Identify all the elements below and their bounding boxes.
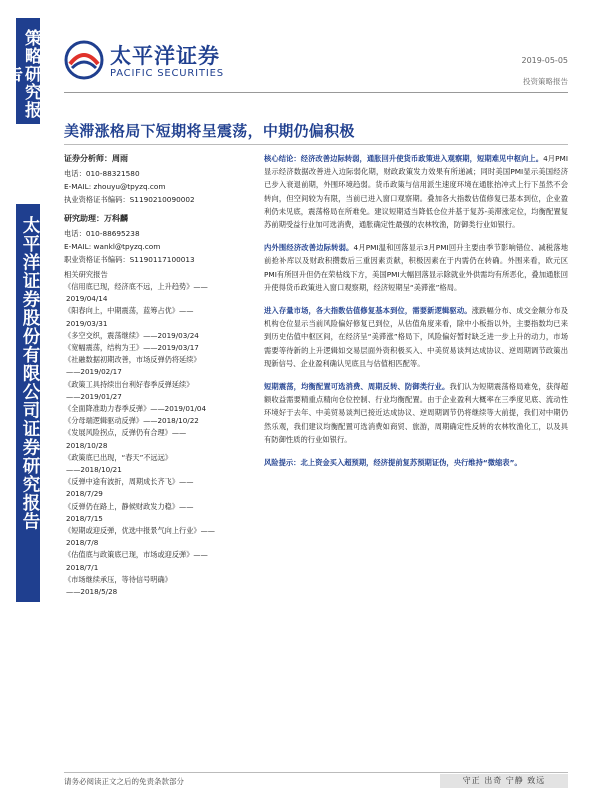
paragraph-lead: 风险提示：北上资金买入超预期，经济提前复苏预期证伪，央行维持“微缩表”。: [264, 458, 522, 468]
related-report-date: 2018/7/1: [66, 562, 99, 572]
assistant-phone: 电话：010-88695238: [64, 229, 140, 238]
related-report-title: 《信用底已现，经济底不远，上升趋势》——: [64, 282, 208, 291]
related-report-title: 《反弹中途有波折，周期成长齐飞》——: [64, 477, 194, 487]
paragraph-body: 涨跌幅分布、成交金额分布及机构仓位显示当前风险偏好修复已到位，从估值角度来看，除中小板指以外，主要指数均已来到历史估值中枢区间，在经济呈“美滞涨”格局下，风险偏好暂时缺乏进一步上升的动力，市场需要等待新的上升逻辑如交易层面外资积极买入、中美贸易谈判达成协议、逆周期调节政策出现新信号、企业盈利确认见底且与估值相匹配等。: [264, 306, 569, 368]
title-divider: [64, 144, 568, 145]
report-category-label: 策略研究报告: [2, 29, 41, 119]
related-report-date: ——2018/5/28: [66, 587, 118, 597]
related-report-date: ——2018/10/21: [66, 465, 122, 475]
related-reports-list: [64, 281, 260, 598]
summary-paragraphs: [264, 152, 568, 469]
paragraph-lead: 短期震荡，均衡配置可选消费、周期反转、防御类行业。: [264, 382, 450, 392]
paragraph-lead: 内外围经济改善边际转弱。: [264, 243, 354, 253]
summary-paragraph: [264, 380, 568, 446]
author-column: [64, 152, 260, 598]
related-report-title: 《宽幅震荡，结构为王》——2019/03/17: [64, 343, 199, 353]
summary-paragraph: [264, 152, 568, 231]
report-type: 投资策略报告: [523, 77, 568, 86]
related-report-title: 《阳春向上，中期震荡，蓝筹占优》——: [64, 306, 194, 316]
related-report-title: 《分母端逻辑驱动反弹》——2018/10/22: [64, 416, 199, 426]
related-report-date: 2019/03/31: [66, 318, 108, 328]
summary-paragraph: [264, 456, 568, 469]
related-report-title: 《反弹仍在路上，静候财政发力稳》——: [64, 501, 194, 511]
summary-column: [264, 152, 568, 479]
header-divider: [64, 92, 568, 93]
related-report-date: ——2019/02/17: [66, 367, 122, 377]
related-reports-title: 相关研究报告: [64, 270, 108, 279]
related-report-title: 《多空交织，震荡继续》——2019/03/24: [64, 330, 199, 340]
paragraph-lead: 核心结论：经济改善边际转弱，通胀回升使货币政策进入观察期，短期难见中枢向上。: [264, 154, 544, 163]
paragraph-body: 我们认为短期震荡格局难免，获得超额收益需要精重点精向仓位控制、行业均衡配置。由于企业盈利大概率在三季度见底、流动性环境好于去年、中美贸易谈判已接近达成协议、逆周期调节仍将继续等大前提，我们对中期仍然乐观，我们建议均衡配置可选消费如商贸、旅游，周期确定性反转的农林牧渔化工，以及具有防御性质的行业如银行。: [264, 382, 568, 444]
paragraph-lead: 进入存量市场，各大指数估值修复基本到位，需要新逻辑驱动。: [264, 306, 472, 316]
related-report-title: 《发展风险拐点，反弹仍有合理》——: [64, 428, 187, 438]
logo-chinese-name: 太平洋证券: [110, 44, 220, 68]
related-report-title: 《估值底与政策底已现，市场或迎反弹》——: [64, 550, 208, 560]
footer-divider: [64, 772, 568, 773]
related-report-title: 《政策底已出现，“春天”不远远》: [64, 452, 173, 462]
analyst-license: 执业资格证书编码：S1190210090002: [64, 195, 195, 204]
sidebar-category-band: [2, 18, 41, 124]
related-report-date: 2018/10/28: [66, 440, 108, 450]
analyst-phone: 电话：010-88321580: [64, 169, 140, 178]
disclaimer-note: 请务必阅读正文之后的免责条款部分: [64, 777, 184, 786]
related-report-title: 《短期或迎反弹，优选中报景气向上行业》——: [64, 526, 215, 536]
related-report-title: 《政策工具持续出台利好春季反弹延续》: [64, 379, 194, 389]
summary-paragraph: [264, 304, 568, 370]
paragraph-body: 4月PMI显示经济数据改善进入边际弱化期，财政政策发力效果有所递减；同时美国PMI显示美国经济已步入衰退前期，外围环境趋弱。货币政策与信用派生速度环境在通胀抬冲式上行下虽然不会转向，但空间较为有限，当前已进入窗口观察期。叠加各大指数估值修复已基本到位，企业盈利仍未见底，震荡格局在所难免。建议短期适当降低仓位并基于复苏-美滞涨定位，均衡配置复苏前期受益行业加可选消费，通胀确定性最强的农林牧渔，防御类行业如银行。: [264, 154, 568, 230]
company-logo: [64, 38, 264, 82]
related-report-date: 2018/7/29: [66, 489, 103, 499]
assistant-email: E-MAIL: wankl@tpyzq.com: [64, 242, 161, 251]
related-report-date: 2019/04/14: [66, 294, 108, 304]
related-report-date: 2018/7/15: [66, 513, 103, 523]
related-report-title: 《市场继续承压，等待信号明确》: [64, 574, 172, 584]
company-label: 太平洋证券股份有限公司证券研究报告: [20, 216, 40, 531]
logo-english-name: PACIFIC SECURITIES: [110, 68, 224, 79]
company-slogan: 守正 出奇 宁静 致远: [440, 774, 568, 788]
related-report-title: 《全面降准助力春季反弹》——2019/01/04: [64, 404, 207, 414]
assistant-heading: 研究助理：万科麟: [64, 214, 128, 223]
report-date: 2019-05-05: [521, 56, 568, 65]
sidebar-company-band: [16, 204, 40, 602]
page-title: 美滞涨格局下短期将呈震荡，中期仍偏积极: [64, 122, 355, 140]
summary-paragraph: [264, 241, 568, 294]
assistant-license: 职业资格证书编码：S1190117100013: [64, 255, 195, 264]
related-report-date: ——2019/01/27: [66, 391, 122, 401]
related-report-date: 2018/7/8: [66, 538, 99, 548]
paragraph-body: 4月PMI温和回落显示3月PMI回升主要由季节影响错位、减税落地前抢补库以及财政积攒数后三重因素贡献，积极因素在于内需仍在转确。外围来看，欧元区PMI有所回升但仍在荣枯线下方，美国PMI大幅回落显示除就业外供需均有所恶化，叠加通胀回升使得货币政策进入窗口观察期，经济短期呈“美滞涨”格局。: [264, 243, 569, 292]
logo-emblem-icon: [64, 40, 104, 80]
analyst-email: E-MAIL: zhouyu@tpyzq.com: [64, 182, 166, 191]
related-report-title: 《社融数据初期改善，市场反弹仍将延续》: [64, 355, 201, 365]
analyst-heading: 证券分析师：周雨: [64, 154, 128, 163]
